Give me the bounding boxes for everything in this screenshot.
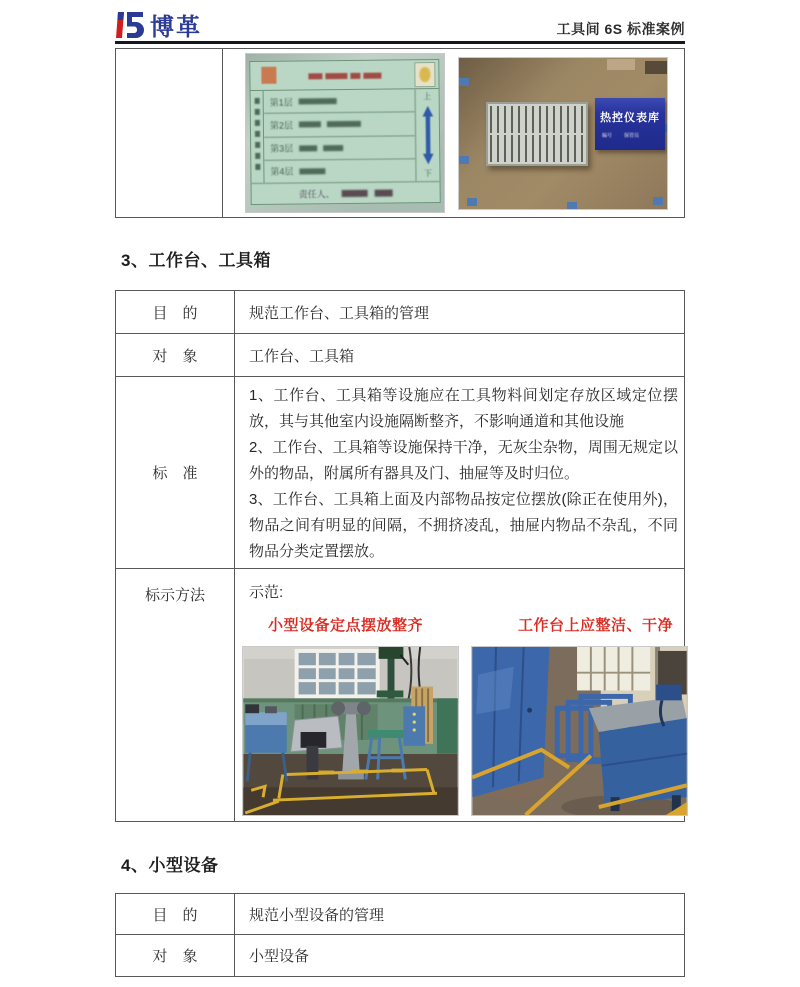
workbench-photo bbox=[471, 646, 688, 816]
logo-text: 博革 bbox=[150, 14, 202, 41]
instrument-cabinet-photo bbox=[458, 57, 668, 210]
photo-caption-left: 小型设备定点摆放整齐 bbox=[268, 617, 424, 634]
row-label: 目 的 bbox=[116, 894, 235, 934]
row-label: 对 象 bbox=[116, 334, 235, 376]
sign-row: 第2层 bbox=[264, 113, 415, 138]
gallery-photo-cell bbox=[223, 49, 684, 217]
tape-icon bbox=[567, 202, 577, 210]
sign-row: 第4层 bbox=[264, 159, 415, 183]
section-3-table bbox=[115, 290, 685, 822]
stamp-mark bbox=[261, 67, 276, 84]
table-row-object bbox=[116, 935, 684, 976]
sign-badge-icon bbox=[414, 62, 435, 87]
tape-icon bbox=[459, 78, 469, 86]
row-label: 目 的 bbox=[116, 291, 235, 333]
sign-side-strip bbox=[251, 91, 265, 183]
company-logo bbox=[115, 7, 202, 42]
shelf-sign-photo bbox=[245, 53, 445, 213]
small-equipment-photo bbox=[242, 646, 459, 816]
tape-icon bbox=[653, 197, 663, 205]
sign-row: 第3层 bbox=[264, 136, 415, 161]
sign-row: 第1层 bbox=[264, 89, 415, 114]
up-down-arrow-icon bbox=[420, 104, 435, 166]
table-row-standard bbox=[116, 377, 684, 569]
room-name-plate-subtext: 编号 保管员 bbox=[602, 132, 640, 139]
board-corner-patch bbox=[645, 61, 667, 74]
section-3-heading: 3、工作台、工具箱 bbox=[121, 251, 271, 270]
row-content: 小型设备 bbox=[249, 948, 310, 965]
standard-paragraph: 1、工作台、工具箱等设施应在工具物料间划定存放区域定位摆放，其与其他室内设施隔断整齐，不影响通道和其他设施 bbox=[249, 387, 678, 430]
row-label: 标 准 bbox=[116, 377, 235, 568]
sign-footer: 责任人、 bbox=[252, 181, 440, 204]
demo-label: 示范: bbox=[249, 584, 284, 601]
logo-mark-icon bbox=[115, 9, 145, 41]
row-label: 标示方法 bbox=[116, 569, 235, 821]
room-name-plate bbox=[595, 98, 665, 150]
shelf-sign bbox=[249, 59, 440, 205]
header-divider bbox=[115, 41, 685, 44]
tape-icon bbox=[607, 59, 635, 70]
gallery-empty-label-cell bbox=[116, 49, 223, 217]
tape-icon bbox=[459, 156, 469, 164]
row-content: 工作台、工具箱 bbox=[249, 347, 355, 365]
table-row-purpose bbox=[116, 894, 684, 935]
document-title: 工具间 6S 标准案例 bbox=[556, 21, 685, 37]
row-content: 规范工作台、工具箱的管理 bbox=[249, 304, 430, 322]
standard-paragraph: 3、工作台、工具箱上面及内部物品按定位摆放(除正在使用外)，物品之间有明显的间隔，不拥挤凌乱，抽屉内物品不杂乱，不同物品分类定置摆放。 bbox=[249, 491, 678, 560]
section-4-table bbox=[115, 893, 685, 977]
workbench-scene bbox=[472, 647, 687, 815]
row-label: 对 象 bbox=[116, 935, 235, 976]
row-content bbox=[235, 377, 684, 568]
table-row-marking-method bbox=[116, 569, 684, 821]
section-4-heading: 4、小型设备 bbox=[121, 856, 219, 875]
room-name-plate-title: 热控仪表库 bbox=[600, 111, 660, 124]
workshop-scene bbox=[243, 647, 458, 815]
tape-icon bbox=[467, 198, 477, 206]
table-row-object bbox=[116, 334, 684, 377]
row-content: 规范小型设备的管理 bbox=[249, 906, 385, 924]
row-content bbox=[235, 569, 684, 821]
shelf-sign-header bbox=[250, 60, 438, 91]
instrument-slot-panel bbox=[486, 102, 588, 166]
sign-row-list bbox=[264, 89, 416, 183]
table-row-purpose bbox=[116, 291, 684, 334]
sign-arrow-column: 上 下 bbox=[415, 89, 440, 181]
photo-gallery-table bbox=[115, 48, 685, 218]
standard-paragraph: 2、工作台、工具箱等设施保持干净，无灰尘杂物，周围无规定以外的物品，附属所有器具及门、抽屉等及时归位。 bbox=[249, 439, 678, 482]
photo-caption-right: 工作台上应整洁、干净 bbox=[518, 617, 674, 634]
